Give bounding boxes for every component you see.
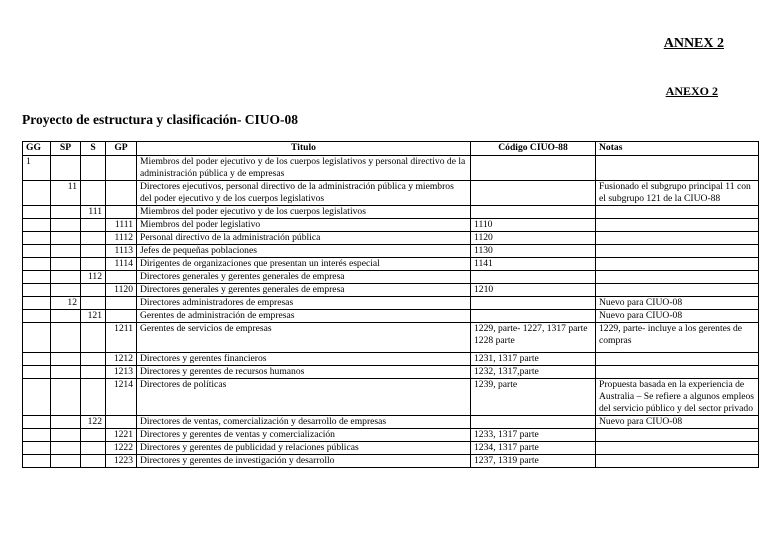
cell-sp [51, 245, 81, 258]
cell-notas [596, 429, 759, 442]
cell-notas [596, 442, 759, 455]
cell-sp [51, 232, 81, 245]
table-row [23, 232, 759, 245]
table-row [23, 271, 759, 284]
cell-sp [51, 379, 81, 416]
cell-s: 121 [81, 310, 106, 323]
cell-sp: 12 [51, 297, 81, 310]
cell-codigo: 1141 [471, 258, 596, 271]
cell-gg [23, 379, 51, 416]
cell-titulo: Directores y gerentes de publicidad y relaciones públicas [137, 442, 471, 455]
cell-s [81, 455, 106, 468]
cell-codigo: 1231, 1317 parte [471, 353, 596, 366]
cell-titulo: Directores y gerentes financieros [137, 353, 471, 366]
table-row [23, 416, 759, 429]
document-title: Proyecto de estructura y clasificación- CIUO-08 [22, 112, 299, 127]
cell-codigo: 1229, parte- 1227, 1317 parte 1228 parte [471, 323, 596, 353]
cell-s [81, 284, 106, 297]
cell-s [81, 366, 106, 379]
cell-gp [106, 181, 137, 206]
cell-gp: 1114 [106, 258, 137, 271]
cell-gg [23, 416, 51, 429]
cell-notas [596, 156, 759, 181]
table-row [23, 353, 759, 366]
cell-notas [596, 271, 759, 284]
cell-codigo: 1233, 1317 parte [471, 429, 596, 442]
cell-titulo: Directores generales y gerentes generales de empresa [137, 271, 471, 284]
header-s: S [81, 142, 106, 156]
cell-gp [106, 271, 137, 284]
table-row [23, 181, 759, 206]
cell-notas: Nuevo para CIUO-08 [596, 416, 759, 429]
cell-sp [51, 429, 81, 442]
cell-titulo: Directores y gerentes de ventas y comercialización [137, 429, 471, 442]
cell-codigo: 1120 [471, 232, 596, 245]
cell-codigo [471, 181, 596, 206]
table-row [23, 379, 759, 416]
cell-notas: Nuevo para CIUO-08 [596, 310, 759, 323]
cell-gp: 1222 [106, 442, 137, 455]
cell-sp [51, 219, 81, 232]
cell-gp: 1221 [106, 429, 137, 442]
cell-titulo: Gerentes de servicios de empresas [137, 323, 471, 353]
cell-gg [23, 442, 51, 455]
table-row [23, 297, 759, 310]
table-row [23, 219, 759, 232]
cell-sp [51, 258, 81, 271]
cell-s [81, 181, 106, 206]
table-header-row [23, 142, 759, 156]
cell-notas: Fusionado el subgrupo principal 11 con el subgrupo 121 de la CIUO-88 [596, 181, 759, 206]
cell-gp: 1112 [106, 232, 137, 245]
header-codigo: Código CIUO-88 [471, 142, 596, 156]
cell-sp [51, 206, 81, 219]
cell-codigo: 1210 [471, 284, 596, 297]
table-row [23, 366, 759, 379]
cell-notas [596, 232, 759, 245]
cell-s [81, 323, 106, 353]
cell-gg [23, 219, 51, 232]
cell-s: 112 [81, 271, 106, 284]
cell-codigo: 1232, 1317,parte [471, 366, 596, 379]
cell-titulo: Miembros del poder ejecutivo y de los cuerpos legislativos [137, 206, 471, 219]
cell-titulo: Gerentes de administración de empresas [137, 310, 471, 323]
cell-titulo: Miembros del poder legislativo [137, 219, 471, 232]
cell-titulo: Directores de políticas [137, 379, 471, 416]
cell-sp [51, 271, 81, 284]
table-row [23, 429, 759, 442]
table-row [23, 258, 759, 271]
cell-s: 122 [81, 416, 106, 429]
cell-sp [51, 416, 81, 429]
cell-gp: 1211 [106, 323, 137, 353]
cell-notas [596, 455, 759, 468]
cell-gg: 1 [23, 156, 51, 181]
cell-codigo [471, 271, 596, 284]
cell-notas [596, 206, 759, 219]
cell-codigo [471, 156, 596, 181]
cell-notas [596, 245, 759, 258]
cell-titulo: Jefes de pequeñas poblaciones [137, 245, 471, 258]
cell-gg [23, 353, 51, 366]
cell-sp [51, 156, 81, 181]
cell-titulo: Directores generales y gerentes generales de empresa [137, 284, 471, 297]
cell-gp [106, 310, 137, 323]
cell-codigo: 1130 [471, 245, 596, 258]
cell-s [81, 245, 106, 258]
cell-titulo: Personal directivo de la administración pública [137, 232, 471, 245]
cell-sp [51, 310, 81, 323]
cell-codigo [471, 416, 596, 429]
cell-gp: 1214 [106, 379, 137, 416]
cell-gg [23, 206, 51, 219]
cell-titulo: Miembros del poder ejecutivo y de los cuerpos legislativos y personal directivo de la administración pública y de empresas [137, 156, 471, 181]
table-row [23, 442, 759, 455]
cell-gg [23, 271, 51, 284]
cell-s [81, 379, 106, 416]
header-notas: Notas [596, 142, 759, 156]
cell-s [81, 219, 106, 232]
cell-notas [596, 353, 759, 366]
cell-titulo: Directores y gerentes de recursos humanos [137, 366, 471, 379]
cell-notas [596, 258, 759, 271]
table-row [23, 455, 759, 468]
cell-sp [51, 353, 81, 366]
cell-gp: 1111 [106, 219, 137, 232]
cell-notas: 1229, parte- incluye a los gerentes de compras [596, 323, 759, 353]
cell-s [81, 156, 106, 181]
cell-gp [106, 206, 137, 219]
table-row [23, 245, 759, 258]
table-row [23, 323, 759, 353]
annex-heading: ANNEX 2 [663, 36, 724, 51]
cell-codigo: 1237, 1319 parte [471, 455, 596, 468]
cell-notas: Propuesta basada en la experiencia de Australia – Se refiere a algunos empleos del servicio público y del sector privado [596, 379, 759, 416]
header-sp: SP [51, 142, 81, 156]
cell-notas: Nuevo para CIUO-08 [596, 297, 759, 310]
cell-sp [51, 442, 81, 455]
cell-gg [23, 366, 51, 379]
cell-notas [596, 219, 759, 232]
cell-sp [51, 455, 81, 468]
cell-notas [596, 284, 759, 297]
cell-s [81, 442, 106, 455]
cell-gg [23, 297, 51, 310]
cell-notas [596, 366, 759, 379]
cell-gp: 1223 [106, 455, 137, 468]
cell-gp: 1213 [106, 366, 137, 379]
cell-codigo: 1234, 1317 parte [471, 442, 596, 455]
cell-sp [51, 323, 81, 353]
cell-codigo: 1239, parte [471, 379, 596, 416]
cell-codigo [471, 297, 596, 310]
cell-gg [23, 429, 51, 442]
cell-gg [23, 245, 51, 258]
cell-titulo: Directores ejecutivos, personal directivo de la administración pública y miembros del poder ejecutivo y de los cuerpos legislativos [137, 181, 471, 206]
cell-sp [51, 284, 81, 297]
cell-codigo: 1110 [471, 219, 596, 232]
cell-gp: 1113 [106, 245, 137, 258]
cell-gg [23, 455, 51, 468]
table-row [23, 156, 759, 181]
cell-sp [51, 366, 81, 379]
anexo-heading: ANEXO 2 [665, 84, 718, 98]
cell-gg [23, 284, 51, 297]
cell-sp: 11 [51, 181, 81, 206]
classification-table [22, 141, 759, 468]
cell-gp: 1120 [106, 284, 137, 297]
cell-gg [23, 323, 51, 353]
cell-gg [23, 310, 51, 323]
cell-titulo: Directores administradores de empresas [137, 297, 471, 310]
cell-gg [23, 181, 51, 206]
table-row [23, 284, 759, 297]
header-gp: GP [106, 142, 137, 156]
cell-codigo [471, 206, 596, 219]
cell-gp [106, 416, 137, 429]
table-row [23, 310, 759, 323]
cell-gp [106, 156, 137, 181]
cell-s [81, 297, 106, 310]
cell-gp [106, 297, 137, 310]
cell-codigo [471, 310, 596, 323]
cell-titulo: Directores y gerentes de investigación y desarrollo [137, 455, 471, 468]
cell-s [81, 258, 106, 271]
cell-gg [23, 232, 51, 245]
cell-s [81, 232, 106, 245]
cell-titulo: Dirigentes de organizaciones que presentan un interés especial [137, 258, 471, 271]
cell-gg [23, 258, 51, 271]
cell-s [81, 429, 106, 442]
cell-titulo: Directores de ventas, comercialización y desarrollo de empresas [137, 416, 471, 429]
table-row [23, 206, 759, 219]
header-titulo: Titulo [137, 142, 471, 156]
cell-s [81, 353, 106, 366]
header-gg: GG [23, 142, 51, 156]
cell-gp: 1212 [106, 353, 137, 366]
cell-s: 111 [81, 206, 106, 219]
